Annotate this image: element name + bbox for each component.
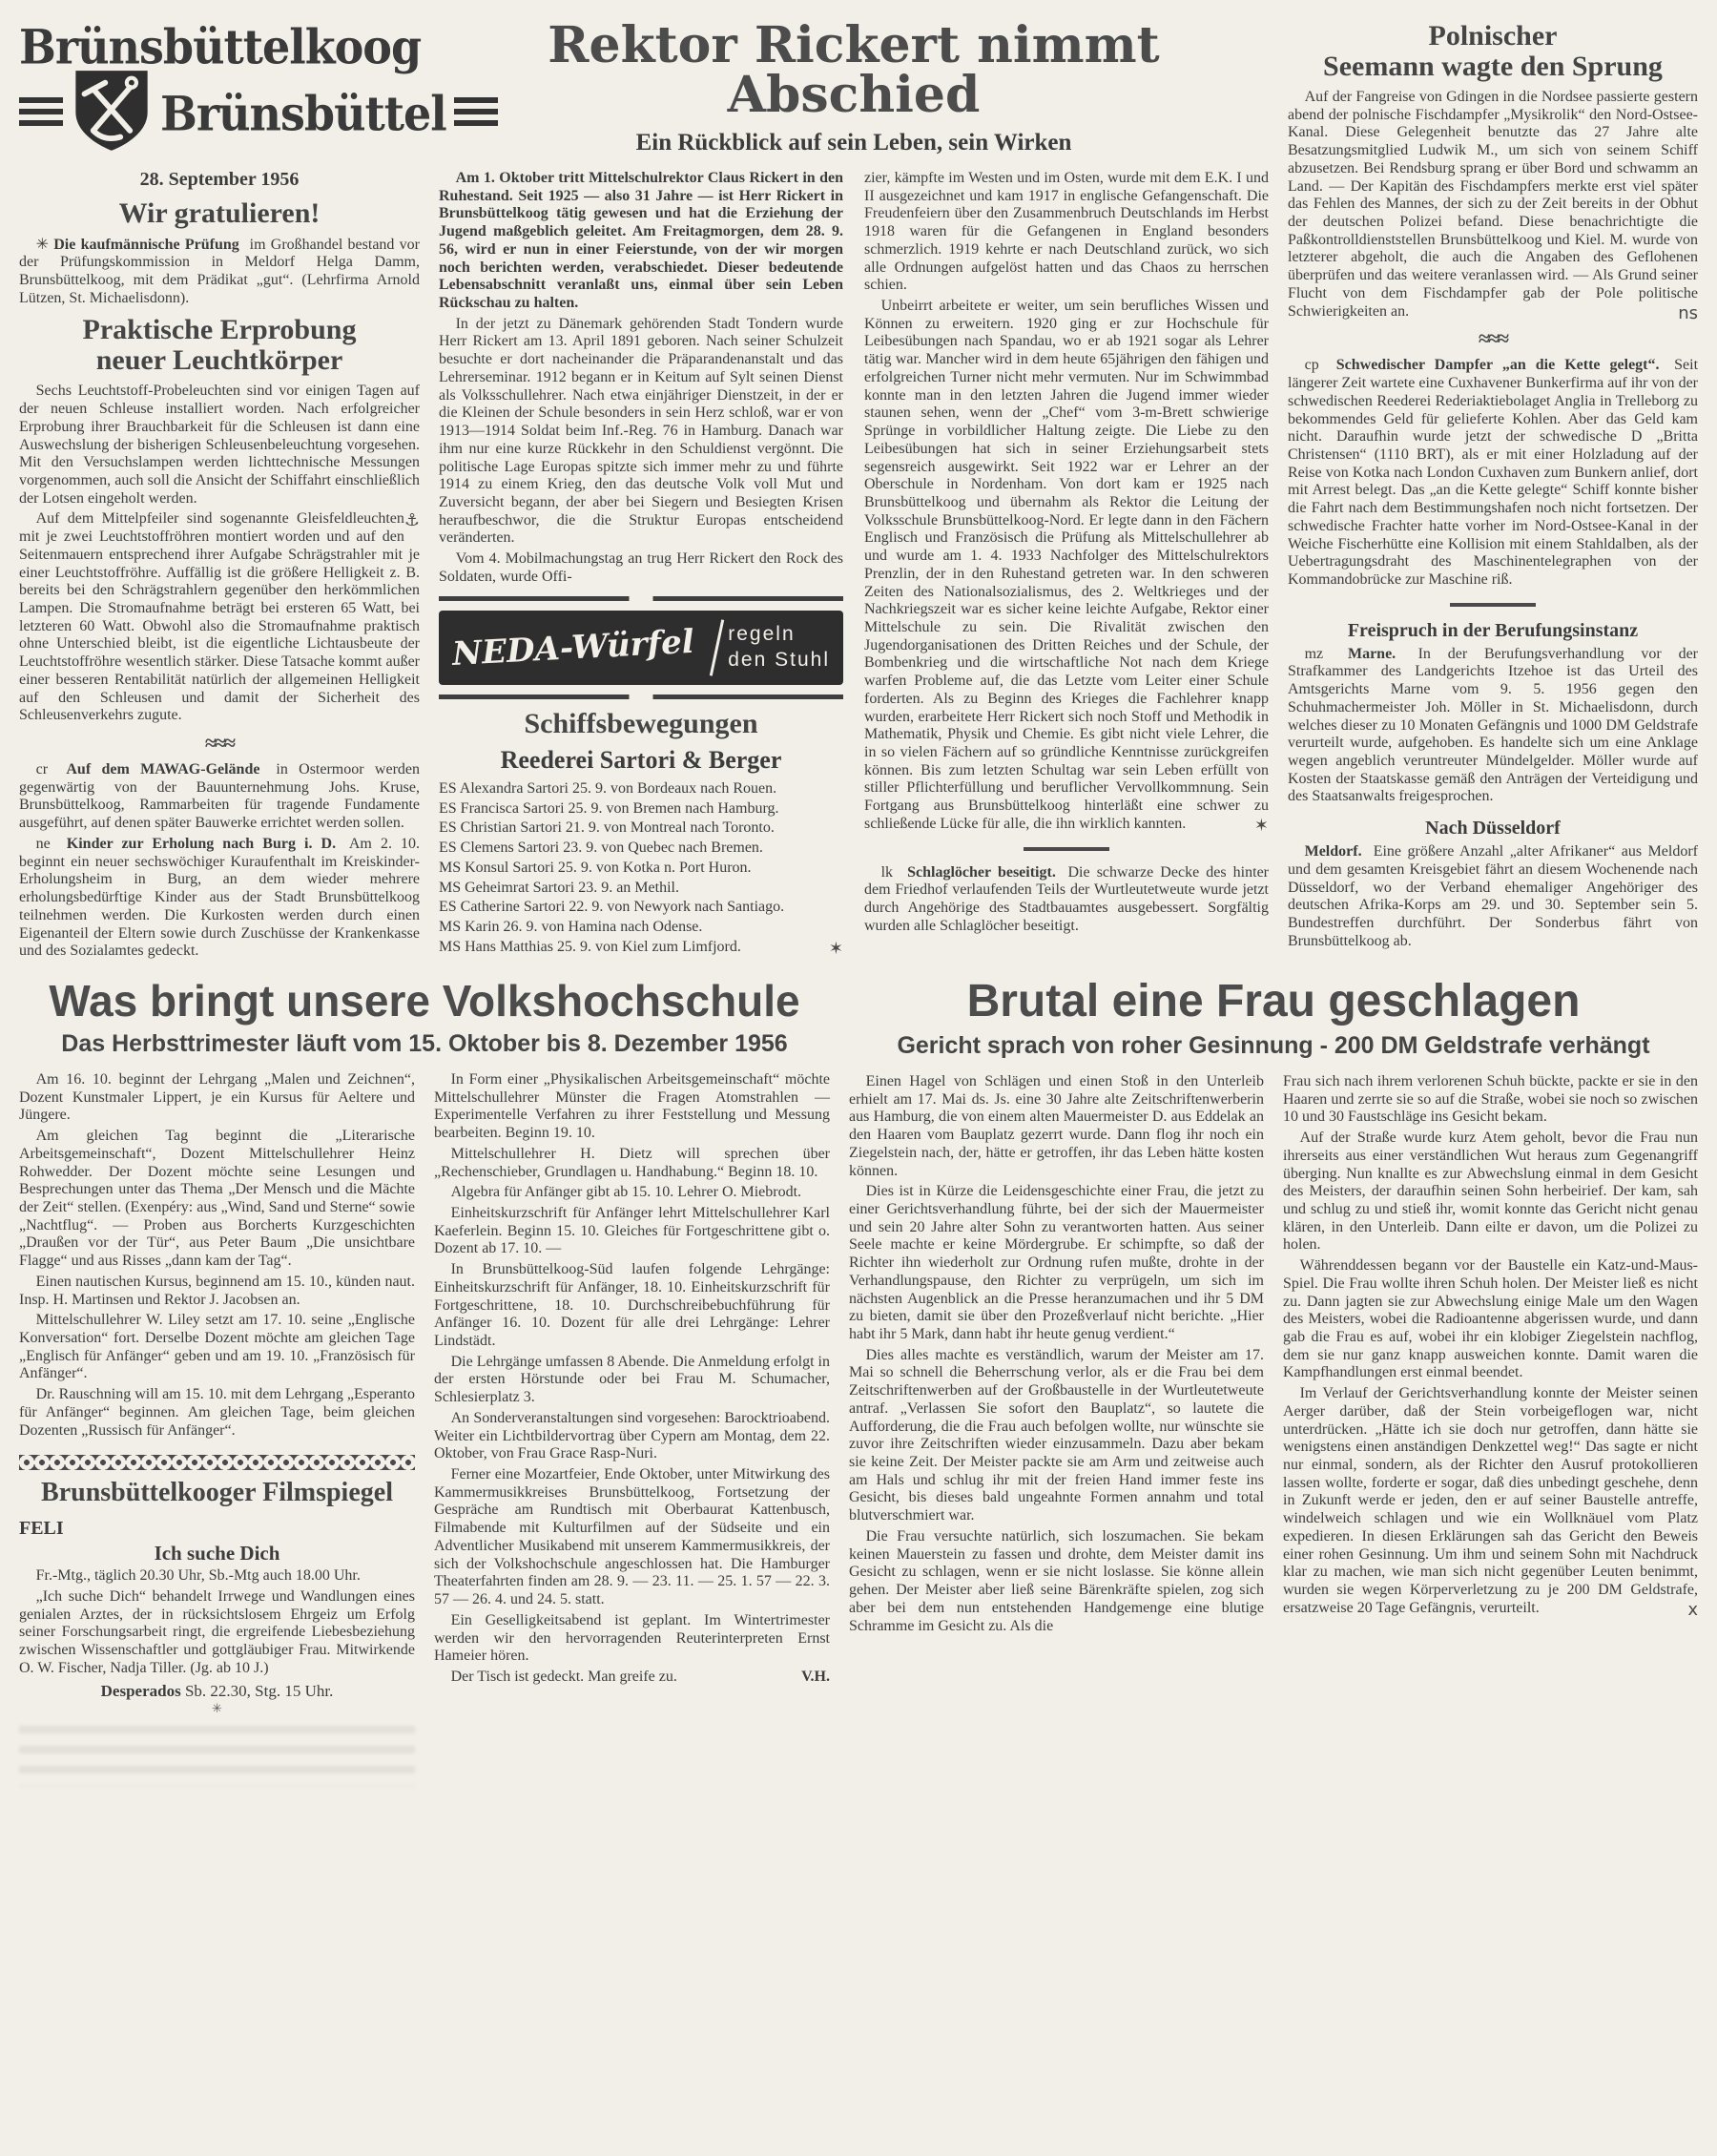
filmspiegel-headline: Brunsbüttelkooger Filmspiegel: [41, 1478, 393, 1508]
star-icon: ✶: [1253, 815, 1269, 836]
kinder-text: Am 2. 10. beginnt ein neuer sechswöchiger Kuraufenthalt im Kreiskinder-Erholungsheim in Burg, an dem wieder mehrere erholungsbedürftige Kinder aus der Stadt Brunsbüttelkoog teilnehmen werden. Die Kurkosten werden durch einen Eigenanteil der Eltern sowie durch Zuschüsse der Krankenkasse und des Sozialamtes gedeckt.: [19, 835, 421, 960]
vhs-paragraph: Mittelschullehrer H. Dietz will sprechen über „Rechenschieber, Grundlagen u. Handhabung.“ Beginn 18. 10.: [434, 1145, 830, 1180]
vhs-paragraph: Ferner eine Mozartfeier, Ende Oktober, unter Mitwirkung des Kammermusikkreises Brunsbüttelkoog, Fortsetzung der Gespräche am Rundtisch mit Oberbaurat Kattenbusch, Filmabende mit Kulturfilmen auf der Südseite und ein Adventlicher Musikabend mit unserem Kammermusikkreis, der sich der Volkshochschule angeschlossen hat. Die Hamburger Theaterfahrten finden am 28. 9. — 23. 11. — 25. 1. 57 — 22. 3. 57 — 26. 4. und 24. 5. statt.: [434, 1466, 830, 1608]
leuchtkoerper-text: Auf dem Mittelpfeiler sind sogenannte Gleisfeldleuchten mit je zwei Leuchtstoffröhren montiert worden und auf den Seitenmauern entsprechend ihrer Aufgabe Schrägstrahler mit je einer Leuchtstoffröhre. Auffällig ist die größere Helligkeit z. B. bereits bei den Schrägstrahlern gegenüber den herkömmlichen Lampen. Die Stromaufnahme beträgt bei ersteren 65 Watt, bei letzteren 60 Watt. Obwohl also die Stromaufnahme praktisch ohne Unterschied bleibt, ist die eigentliche Lichtausbeute der Leuchtstoffröhre wesentlich stärker. Diese Tatsache kommt außer einer besseren Rentabilität natürlich der allgemeinen Helligkeit auf den Schleusen und damit der Sicherheit des Schleusenverkehrs zugute.: [19, 510, 420, 724]
neda-slogan-line2: den Stuhl: [728, 648, 830, 671]
film-description: „Ich suche Dich“ behandelt Irrwege und Wandlungen eines genialen Arztes, der in rücksichtslosem Ehrgeiz um Erfolg seiner Forschungsarbeit ringt, die ergreifende Liebesbeziehung zwischen Wissenschaftler und gottgläubiger Frau. Mitwirkende O. W. Fischer, Nadja Tiller. (Jg. ab 10 J.): [19, 1588, 415, 1676]
vhs-paragraph: Dr. Rauschning will am 15. 10. mit dem Lehrgang „Esperanto für Anfänger“ beginnen. Am gleichen Tage, beim gleichen Dozenten „Russisch für Anfänger“.: [19, 1386, 415, 1439]
brutal-subhead: Gericht sprach von roher Gesinnung - 200 DM Geldstrafe verhängt: [897, 1031, 1650, 1059]
vhs-section: [19, 975, 830, 1787]
vhs-column-1: [19, 1071, 415, 1787]
freispruch-headline: Freispruch in der Berufungsinstanz: [1347, 619, 1639, 641]
ad-bottom-rule: [439, 694, 843, 699]
mawag-lead: Auf dem MAWAG-Gelände: [66, 761, 260, 778]
top-section: [19, 16, 1699, 964]
ship-entry: ES Francisca Sartori 25. 9. von Bremen nach Hamburg.: [439, 799, 779, 817]
section-rule: [1024, 847, 1109, 851]
rickert-headline: Rektor Rickert nimmt Abschied: [548, 16, 1160, 124]
rickert-text: Unbeirrt arbeitete er weiter, um sein berufliches Wissen und Können zu erweitern. 1920 ging er zur Hochschule für Leibesübungen nach Spandau, wo er ab 1921 sogar als Lehrer tätig war. Mancher wird in dem heute 65jährigen den fähigen und erfolgreichen Turner nicht mehr vermuten. Nur im Schwimmbad konnte man in den letzten Jahren die Jugend immer wieder staunen sehen, wenn der „Chef“ vom 3-m-Brett schwierige Sprünge in vorbildlicher Haltung zeigte. Die Liebe zu den Leibesübungen hat sich in seiner Erziehungsarbeit stets segensreich ausgewirkt. Seit 1922 war er Lehrer an der Oberschule in Nordenham. Von dort kam er 1925 nach Brunsbüttelkoog und übernahm als Rektor die Leitung der Volksschule Brunsbüttelkoog-Nord. Er legte dann in den Fächern Englisch und Französisch die Prüfung als Mittelschullehrer ab und wurde am 1. 4. 1933 Nachfolger des Mittelschulrektors Prenzlin, der in den Ruhestand getreten war. In den schweren Zeiten des Nationalsozialismus, des 2. Weltkrieges und der Nachkriegszeit war es sicher keine leichte Aufgabe, Rektor einer Mittelschule zu sein. Die Rivalität zwischen den Jugendorganisationen des Dritten Reiches und der Schule, der Bombenkrieg und die wirtschaftliche Not nach dem Kriege warfen Probleme auf, die das Letzte vom Leiter einer Schule forderten. Als zu Beginn des Krieges die Fachlehrer knapp wurden, erarbeitete Herr Rickert sich noch Stoff und Methodik in Mathematik, Physik und Chemie. Es gibt nicht viele Lehrer, die in so vielen Fächern auf so gründliche Kenntnisse zurückgreifen können. Bis zum letzten Schultag war sein Leben erfüllt von stiller Pflichterfüllung und beruflicher Vervollkommnung. Sein Fortgang aus Brunsbüttelkoog hinterläßt eine schwer zu schließende Lücke für alle, die ihn wirklich kannten.: [864, 298, 1269, 832]
vhs-column-2: [434, 1071, 830, 1787]
film-showtimes: Fr.-Mtg., täglich 20.30 Uhr, Sb.-Mtg auch 18.00 Uhr.: [35, 1567, 361, 1585]
ship-entry: ES Alexandra Sartori 25. 9. von Bordeaux nach Rouen.: [439, 780, 777, 798]
freispruch-lead: Marne.: [1347, 645, 1396, 662]
rickert-column-2: [864, 170, 1269, 959]
neda-brand-logo: NEDA-Würfel: [451, 622, 695, 674]
masthead-row2: [19, 67, 446, 159]
brutal-column-1: [849, 1073, 1264, 1638]
duesseldorf-text: Eine größere Anzahl „alter Afrikaner“ aus Meldorf und dem gesamten Kreisgebiet fährt an diesem Wochenende nach Düsseldorf, wo der Verband ehemaliger Angehöriger des deutschen Afrika-Korps am 29. und 30. September sein 5. Bundestreffen durchführt. Der Sonderbus fährt von Brunsbüttelkoog ab.: [1288, 843, 1699, 949]
mawag-paragraph: [19, 761, 420, 833]
ship-entry: ES Christian Sartori 21. 9. von Montreal nach Toronto.: [439, 819, 775, 837]
vhs-paragraph: Am 16. 10. beginnt der Lehrgang „Malen und Zeichnen“, Dozent Kunstmaler Lippert, je ein Kursus für Aeltere und Jüngere.: [19, 1070, 415, 1124]
author-sign: V.H.: [801, 1668, 830, 1685]
speed-stripes-icon: [19, 97, 63, 130]
vhs-paragraph: Einen nautischen Kursus, beginnend am 15. 10., künden naut. Insp. H. Martinsen und Rektor J. Jacobsen an.: [19, 1273, 415, 1308]
brutal-paragraph: Auf der Straße wurde kurz Atem geholt, bevor die Frau nun ihrerseits aus einer verständlichen Wut heraus zum Gegenangriff überging. Nun knallte es zur Abwechslung einmal in dem Gesicht des Meisters, der daraufhin seinen Sohn herbeirief. Der kam, sah und schlug zu und stieß ihr, womit konnte das Gericht nicht genau klären, in den Unterleib. Dann eilte er davon, um die Polizei zu holen.: [1283, 1130, 1698, 1254]
gratulieren-headline: Wir gratulieren!: [118, 197, 321, 229]
neda-slogan: [728, 622, 830, 673]
brutal-paragraph: Dies ist in Kürze die Leidensgeschichte einer Frau, die jetzt zu einer Gerichtsverhandlung führte, bei der sich der Mauermeister und sein 20 Jahre alter Sohn zu verantworten hatten. Aus seiner Seele machte er keine Mördergrube. Er schimpfte, so daß der Richter ihn wiederholt zur Ordnung rufen mußte, drohte in der Verhandlungspause, den Richter zu verprügeln, um sich im nächsten Augenblick an die Presse heranzumachen und ihr 5 DM zu bieten, damit sie über den Prozeßverlauf nicht berichte. „Hier habt ihr 5 Mark, dann habt ihr heute genug verdient.“: [849, 1183, 1264, 1342]
duesseldorf-lead: Meldorf.: [1304, 843, 1362, 860]
film-showtimes: Sb. 22.30, Stg. 15 Uhr.: [184, 1681, 334, 1700]
ship-entry: ES Catherine Sartori 22. 9. von Newyork nach Santiago.: [439, 899, 785, 916]
issue-date: 28. September 1956: [139, 169, 300, 190]
rickert-paragraph: Vom 4. Mobilmachungstag an trug Herr Rickert den Rock des Soldaten, wurde Offi-: [439, 550, 843, 585]
leuchtkoerper-headline-line2: neuer Leuchtkörper: [95, 343, 343, 376]
neda-slogan-line1: regeln: [728, 623, 796, 646]
anchor-icon: ⚓: [403, 510, 420, 531]
ship-entry: MS Geheimrat Sartori 23. 9. an Methil.: [439, 879, 679, 896]
shield-anchor-hammer-icon: [71, 67, 153, 159]
rickert-subhead: Ein Rückblick auf sein Leben, sein Wirken: [635, 130, 1072, 155]
ad-top-rule: [439, 596, 843, 601]
vhs-columns: [19, 1071, 830, 1787]
vhs-paragraph: An Sonderveranstaltungen sind vorgesehen: Barocktrioabend. Weiter ein Lichtbildervortrag über Cypern am Montag, dem 22. Oktober, von Frau Grace Rasp-Nuri.: [434, 1409, 830, 1462]
gratulieren-lead: Die kaufmännische Prüfung: [53, 236, 239, 253]
ship-entry: ES Clemens Sartori 23. 9. von Quebec nach Bremen.: [439, 840, 763, 857]
film-desperados-line: [19, 1682, 415, 1701]
leuchtkoerper-headline: [19, 315, 420, 375]
brutal-paragraph: Dies alles machte es verständlich, warum der Meister am 17. Mai so schnell die Beherrschung verlor, als er die Frau bei dem Zeitschriftenwerben auf der Großbaustelle in der Wurtleutetweute antraf. „Verlassen Sie sofort den Bauplatz“, so lautete die Aufforderung, die die Frau auch befolgen wollte, nur wünschte sie zuvor ihre Zeitschriften wieder einzusammeln. Dazu aber bekam sie keine Zeit. Der Meister packte sie am Arm und zeitweise auch am Hals und schlug ihr mit der freien Hand immer feste ins Gesicht, bis dieses bald ungeahnte Formen annahm und total blutverschmiert war.: [849, 1346, 1264, 1524]
dampfer-paragraph: [1288, 357, 1698, 589]
wavy-divider: ≈≈≈: [204, 731, 235, 756]
cinema-name: FELI: [19, 1518, 64, 1540]
wavy-divider: ≈≈≈: [1478, 326, 1508, 351]
vhs-paragraph: Mittelschullehrer W. Liley setzt am 17. 10. seine „Englische Konversation“ fort. Derselbe Dozent möchte am gleichen Tage „Englisch für Anfänger“ geben und am 19. 10. „Französisch für Anfänger“.: [19, 1312, 415, 1382]
seemann-paragraph: [1288, 89, 1698, 321]
vhs-paragraph: Algebra für Anfänger gibt ab 15. 10. Lehrer O. Miebrodt.: [450, 1184, 802, 1201]
star-icon: ✳: [35, 236, 49, 253]
film-title: Desperados: [100, 1681, 181, 1700]
brutal-section: [849, 975, 1698, 1638]
vhs-closing-line: [434, 1669, 830, 1687]
rickert-paragraph: zier, kämpfte im Westen und im Osten, wurde mit dem E.K. I und II ausgezeichnet und kam 1917 in englische Gefangenschaft. Die Freudenfeiern über den Zusammenbruch Deutschlands im Herbst 1918 waren für die Gefangenen in England besonders schmerzlich. 1919 kehrte er nach Deutschland zurück, wo sich alle Ordnungen aufgelöst hatten und das Chaos zu herrschen schien.: [864, 170, 1269, 294]
freispruch-paragraph: [1288, 646, 1698, 806]
dampfer-text: Seit längerer Zeit wartete eine Cuxhavener Bunkerfirma auf ihr von der schwedischen Reederei Rederiaktiebolaget Anglia in Trelleborg zu bekommendes Geld für gelieferte Kohlen. Aber das Geld kam nicht. Daraufhin wurde jetzt der schwedische D „Britta Christensen“ (1110 BRT), als er mit einer Holzladung auf der Reise von Kotka nach London Cuxhaven zum Bunkern anlief, dort mit Arrest belegt. Das „an die Kette gelegte“ Schiff konnte bisher die Fahrt nach dem Bestimmungshafen noch nicht fortsetzen. Der schwedische Frachter hatte vorher im Nord-Ostsee-Kanal in der Weiche Fischerhütte eine Kollision mit einem Stahldalben, als der Uebertragungsdraht des Maschinentelegraphen von der Kommandobrücke zur Maschine riß.: [1288, 357, 1699, 588]
author-sign: x: [1687, 1599, 1698, 1620]
ship-entry-text: MS Hans Matthias 25. 9. von Kiel zum Limfjord.: [439, 938, 741, 955]
center-section: [439, 16, 1269, 959]
correspondent-initials: cp: [1304, 357, 1319, 374]
vhs-paragraph: Am gleichen Tag beginnt die „Literarische Arbeitsgemeinschaft“, Dozent Mittelschullehrer Heinz Rohwedder. Der Dozent möchte seine Lesungen und Besprechungen unter das Thema „Der Mensch und die Mächte der Zeit“ stellen. (Exenpéry: aus „Wind, Sand und Sterne“ sowie „Nachtflug“. — Proben aus Borcherts Kurzgeschichten „Draußen vor der Tür“, aus Peter Baum „Die unsichtbare Flagge“ und aus Risses „dann kam der Tag“.: [19, 1128, 415, 1270]
correspondent-initials: mz: [1304, 645, 1324, 662]
film-title: Ich suche Dich: [154, 1542, 280, 1565]
brutal-headline: Brutal eine Frau geschlagen: [966, 975, 1581, 1026]
star-icon: ✶: [828, 938, 843, 959]
brutal-paragraph: Währenddessen begann vor der Baustelle ein Katz-und-Maus-Spiel. Die Frau wollte ihren Schuh holen. Der Meister ließ es nicht zu. Dann jagten sie zur Abwechslung einige Male um den Wagen des Meisters, wobei die Radioantenne abgerissen wurde, und dann gab die Frau es auf, wobei ihr ein klobiger Ziegelstein nachflog, dem sie nur ganz knapp ausweichen konnte. Damit waren die Kampfhandlungen erst einmal beendet.: [1283, 1257, 1698, 1381]
schlagloecher-text: Die schwarze Decke des hinter dem Friedhof verlaufenden Teils der Wurtleutetweute wurde jetzt durch Angehörige des Stadtbauamtes ausgebessert. Sorgfältig wurden alle Schlaglöcher beseitigt.: [864, 863, 1269, 934]
correspondent-initials: cr: [35, 761, 49, 778]
vhs-paragraph: Die Lehrgänge umfassen 8 Abende. Die Anmeldung erfolgt in der ersten Hörstunde oder bei Frau M. Schumacher, Schlesierplatz 3.: [434, 1353, 830, 1406]
correspondent-initials: ne: [35, 835, 51, 852]
brutal-paragraph: Die Frau versuchte natürlich, sich loszumachen. Sie bekam keinen Mauerstein zu fassen und drohte, dem Meister damit ins Gesicht zu schlagen, wenn er sie nicht loslasse. Sie könne allein gehen. Der Meister aber ließ seine Bärenkräfte spielen, zog sich aber bei dem nun entstehenden Handgemenge eine blutige Schramme im Gesicht zu. Als die: [849, 1527, 1264, 1634]
vhs-paragraph: In Form einer „Physikalischen Arbeitsgemeinschaft“ möchte Mittelschullehrer Münster die Fragen Atomstrahlen — Experimentelle Verfahren zu ihrer Feststellung und Messung bearbeiten. Beginn 19. 10.: [434, 1070, 830, 1142]
print-bleed-artifact: [19, 1726, 415, 1787]
brutal-column-2: [1283, 1073, 1698, 1638]
vhs-subhead: Das Herbsttrimester läuft vom 15. Oktober bis 8. Dezember 1956: [61, 1029, 788, 1057]
freispruch-text: In der Berufungsverhandlung vor der Strafkammer des Landgerichts Itzehoe ist das Urteil des Amtsgerichts Marne vom 9. 5. 1956 gegen den Schuhmachermeister Joh. Möller in St. Michaelisdonn, durch welches dieser zu 10 Monaten Gefängnis und 1000 DM Geldstrafe verurteilt wurde, aufgehoben. Es handelte sich um eine Anklage wegen angeblich veruntreuter Mündelgelder. Möller wurde auf Kosten der Staatskasse gemäß den Anträgen der Verteidigung und des Staatsanwalts freigesprochen.: [1288, 645, 1699, 805]
kinder-lead: Kinder zur Erholung nach Burg i. D.: [66, 835, 337, 852]
rickert-column-1: [439, 170, 843, 959]
brutal-columns: [849, 1073, 1698, 1638]
ad-divider-line: [710, 619, 724, 675]
masthead-title-line1: Brünsbüttelkoog: [19, 18, 422, 75]
seemann-headline-line2: Seemann wagte den Sprung: [1323, 50, 1663, 82]
seemann-text: Auf der Fangreise von Gdingen in die Nordsee passierte gestern abend der polnische Fischdampfer „Mysikrolik“ den Nord-Ostsee-Kanal. Diese Gelegenheit benutzte das 27 Jahre alte Besatzungsmitglied Ludwik M., um sich von seinem Schiff abzusetzen. Bei Rendsburg sprang er über Bord und schwamm an Land. — Der Kapitän des Fischdampfers merkte erst viel später das Fehlen des Mannes, der sich zu der Zeit bereits in der Obhut der deutschen Polizei befand. Diese benachrichtigte die Paßkontrolldienststellen Brunsbüttelkoog und Kiel. M. wurde von letzterer abgeholt, die auch die Angaben des Geflohenen überprüfen und das weitere veranlassen wird. — Als Grund seiner Flucht von dem Fischdampfer gab der Pole politische Schwierigkeiten an.: [1288, 89, 1698, 320]
ship-movements-list: [439, 780, 843, 959]
masthead-title-line2: Brünsbüttel: [160, 85, 446, 141]
leuchtkoerper-paragraph: Sechs Leuchtstoff-Probeleuchten sind vor einigen Tagen auf der neuen Schleuse installiert worden. Nach erfolgreicher Erprobung ihrer Brauchbarkeit für die Schleusen ist dann eine Auswechslung der bisherigen Schleusenbeleuchtung vorgesehen. Mit den Versuchslampen werden lichttechnische Messungen vorgenommen, auch soll die Ansicht der Schiffahrt einschließlich der Lotsen eingeholt werden.: [19, 383, 420, 507]
schlagloecher-paragraph: [864, 864, 1269, 936]
masthead: [19, 18, 446, 191]
schiffsbewegungen-headline: Schiffsbewegungen: [524, 707, 758, 739]
seemann-headline: [1288, 21, 1698, 81]
right-column: [1288, 21, 1698, 953]
dampfer-lead: Schwedischer Dampfer „an die Kette gelegt“.: [1335, 357, 1660, 374]
ship-entry: MS Karin 26. 9. von Hamina nach Odense.: [439, 919, 703, 936]
mawag-text: in Ostermoor werden gegenwärtig von der Bauunternehmung Johs. Kruse, Brunsbüttelkoog, Rammarbeiten für tragende Fundamente ausgeführt, auf denen später Bauwerke errichtet werden sollen.: [19, 761, 420, 832]
kinder-paragraph: [19, 836, 420, 961]
vhs-paragraph: In Brunsbüttelkoog-Süd laufen folgende Lehrgänge: Einheitskurzschrift für Anfänger, 18. 10. Einheitskurzschrift für Fortgeschrittene, 18. 10. Durchschreibebuchführung für Anfänger 16. 10. Dozent für alle drei Lehrgänge: Lehrer Lindstädt.: [434, 1261, 830, 1349]
leuchtkoerper-headline-line1: Praktische Erprobung: [82, 314, 357, 346]
duesseldorf-paragraph: [1288, 843, 1698, 950]
brutal-paragraph: Einen Hagel von Schlägen und einen Stoß in den Unterleib erhielt am 17. Mai ds. Js. eine 30 Jahre alte Zeitschriftenwerberin aus Hamburg, die von einem alten Mauermeister D. aus Eddelak an den Haaren vom Bauplatz gezerrt wurde. Dann flog ihr noch ein Ziegelstein nach, der, hätte er getroffen, ihr das Leben hätte kosten können.: [849, 1072, 1264, 1179]
rickert-intro: Am 1. Oktober tritt Mittelschulrektor Claus Rickert in den Ruhestand. Seit 1925 — also 31 Jahre — ist Herr Rickert in Brunsbüttelkoog tätig gewesen und hat die Erziehung der Jugend maßgeblich geleitet. Am Freitagmorgen, dem 28. 9. 56, wird er nun in einer Feierstunde, von der wir morgen noch berichten werden, verabschiedet. Dieser bedeutende Lebensabschnitt veranlaßt uns, einmal über sein Leben Rückschau zu halten.: [439, 170, 843, 312]
vhs-headline: Was bringt unsere Volkshochschule: [49, 975, 800, 1026]
vhs-closing-text: Der Tisch ist gedeckt. Man greife zu.: [450, 1668, 677, 1685]
duesseldorf-headline: Nach Düsseldorf: [1425, 818, 1561, 840]
vhs-paragraph: Ein Geselligkeitsabend ist geplant. Im Wintertrimester werden wir den hervorragenden Reuterinterpreten Ernst Hameier hören.: [434, 1611, 830, 1665]
star-icon: ✳: [212, 1700, 222, 1715]
rickert-columns: [439, 170, 1269, 959]
rickert-paragraph: In der jetzt zu Dänemark gehörenden Stadt Tondern wurde Herr Rickert am 13. April 1891 geboren. Nach seiner Schulzeit besuchte er dort nacheinander die Präparandenanstalt und das Lehrerseminar. 1912 begann er in Keitum auf Sylt seinen Dienst als Volksschullehrer. Nach etwa einjähriger Dienstzeit, in der er die Kleinen der Schule besonders in sein Herz schloß, war er von 1913—1914 Soldat beim Inf.-Reg. 76 in Hamburg. Danach war ihm nur eine kurze Rückkehr in den Schuldienst vergönnt. Die politische Lage Europas spitzte sich immer mehr zu und führte 1914 zu einem Krieg, den das deutsche Volk voll Mut und Zuversicht begann, der aber bei Siegern und Besiegten Krisen heraufbeschwor, die die Struktur Europas entscheidend veränderten.: [439, 315, 843, 547]
left-column: [19, 18, 446, 964]
correspondent-initials: lk: [880, 863, 894, 881]
chain-border-ornament: [19, 1455, 415, 1470]
seemann-headline-line1: Polnischer: [1428, 20, 1558, 52]
ship-entry: [439, 939, 843, 957]
neda-ad: [439, 611, 843, 685]
vhs-paragraph: Einheitskurzschrift für Anfänger lehrt Mittelschullehrer Karl Kaeferlein. Beginn 15. 10. Gleiches für Fortgeschrittene gibt o. Dozent ab 17. 10. —: [434, 1204, 830, 1257]
section-rule: [1450, 603, 1536, 607]
rickert-paragraph: [864, 298, 1269, 834]
schiffsbewegungen-subtitle: Reederei Sartori & Berger: [500, 746, 782, 775]
author-sign: ns: [1678, 302, 1698, 323]
gratulieren-paragraph: [19, 237, 420, 308]
brutal-text: Im Verlauf der Gerichtsverhandlung konnte der Meister seinen Aerger darüber, daß der Stein vorbeigeflogen war, nicht unterdrücken. „Hätte ich sie doch nur getroffen, dann hätte sie wenigstens einen anständigen Denkzettel weg!“ Das sagte er nicht nur einmal, sondern, als der Richter den Ausruf protokollieren lassen wollte, forderte er sogar, daß dies unbedingt geschehe, denn in Zukunft werde er jeden, den er auf seiner Baustelle antreffe, windelweich schlagen und wie ein Wollknäuel vom Platz expedieren. In diesen Erklärungen sah das Gericht den Beweis einer rohen Gesinnung. Um ihm und seinem Sohn mit Nachdruck klar zu machen, wie man sich nicht gegenüber Leuten benimmt, wurden sie wegen Körperverletzung zu je 200 DM Geldstrafe, ersatzweise 20 Tage Gefängnis, verurteilt.: [1283, 1385, 1698, 1616]
ship-entry: MS Konsul Sartori 25. 9. von Kotka n. Port Huron.: [439, 859, 752, 876]
brutal-paragraph: Frau sich nach ihrem verlorenen Schuh bückte, packte er sie in den Haaren und zerrte sie so auf die Straße, wobei sie noch so zwischen 10 und 30 Faustschläge ins Gesicht bekam.: [1283, 1072, 1698, 1126]
gratulieren-text: im Großhandel bestand vor der Prüfungskommission in Meldorf Helga Damm, Brunsbüttelkoog, mit dem Prädikat „gut“. (Lehrfirma Arnold Lützen, St. Michaelisdonn).: [19, 236, 420, 306]
leuchtkoerper-paragraph: [19, 510, 420, 725]
brutal-paragraph: [1283, 1385, 1698, 1620]
schlagloecher-lead: Schlaglöcher beseitigt.: [907, 863, 1056, 881]
bottom-section: [19, 975, 1698, 1787]
